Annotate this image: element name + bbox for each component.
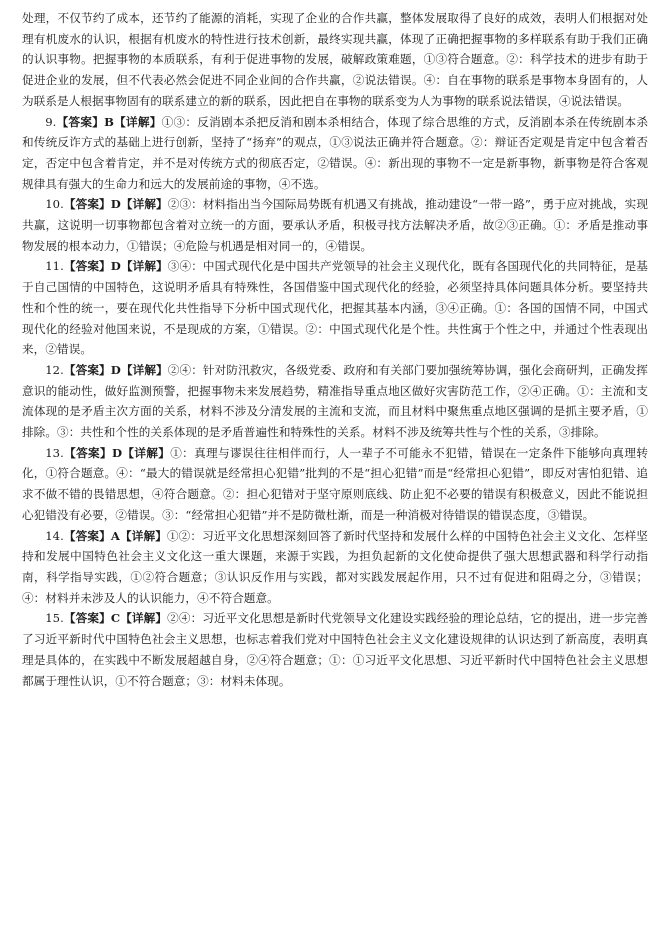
detail-tag: 【详解】 — [113, 114, 162, 129]
paragraph-text: ①②：习近平文化思想深刻回答了新时代坚持和发展什么样的中国特色社会主义文化、怎样坚持和发展中国特色社会主义文化这一重大课题，来源于实践，为担负起新的文化使命提供了强大思想武器和科学行动指南，科学指导实践，①②符合题意；③认识反作用与实践，都对实践发展起作用，只不过有促进和阻碍之分，③错误；④：材料并未涉及人的认识能力，④不符合题意。 — [22, 528, 648, 605]
answer-10 — [22, 194, 648, 256]
answer-tag: 【答案】C — [63, 611, 121, 626]
paragraph-text: 处理，不仅节约了成本，还节约了能源的消耗，实现了企业的合作共赢，整体发展取得了良好的成效，表明人们根据对处理有机废水的认识，根据有机废水的特性进行技术创新，最终实现共赢，体现了正确把握事物的多样联系有助于我们正确的认识事物。把握事物的本质联系，有利于促进事物的发展，破解政策难题，①③符合题意。②：科学技术的进步有助于促进企业的发展，但不代表必然会促进不同企业间的合作共赢，②说法错误。④：自在事物的联系是事物本身固有的，人为联系是人根据事物固有的联系建立的新的联系，因此把自在事物的联系变为人为事物的联系说法错误，④说法错误。 — [22, 11, 648, 108]
answer-tag: 【答案】D — [63, 362, 121, 377]
detail-tag: 【详解】 — [122, 445, 171, 460]
paragraph-text: ②④：针对防汛救灾，各级党委、政府和有关部门要加强统筹协调，强化会商研判，正确发挥意识的能动性，做好监测预警，把握事物未来发展趋势，精准指导重点地区做好灾害防范工作，②④正确。①：主流和支流体现的是矛盾主次方面的关系，材料不涉及分清发展的主流和支流，而且材料中聚焦重点地区强调的是抓主要矛盾，①排除。③：共性和个性的关系体现的是矛盾普遍性和特殊性的关系。材料不涉及统筹共性与个性的关系，③排除。 — [22, 362, 648, 440]
detail-tag: 【详解】 — [120, 197, 168, 212]
paragraph-text: ②④：习近平文化思想是新时代党领导文化建设实践经验的理论总结，它的提出，进一步完善了习近平新时代中国特色社会主义思想，也标志着我们党对中国特色社会主义文化建设规律的认识达到了新高度，表明真理是具体的，在实践中不断发展超越自身，②④符合题意；①：①习近平文化思想、习近平新时代中国特色社会主义思想都属于理性认识，①不符合题意；③：材料未体现。 — [22, 611, 648, 688]
question-number: 15. — [45, 611, 64, 626]
question-number: 12. — [45, 362, 64, 377]
answer-12 — [22, 360, 648, 443]
answer-11 — [22, 256, 648, 360]
detail-tag: 【详解】 — [120, 362, 168, 377]
detail-tag: 【详解】 — [120, 611, 168, 626]
answer-15 — [22, 608, 648, 691]
answer-tag: 【答案】A — [63, 528, 120, 543]
paragraph-text: ①③：反消剧本杀把反消和剧本杀相结合，体现了综合思维的方式，反消剧本杀在传统剧本杀和传统反诈方式的基础上进行创新，坚持了“扬弃”的观点，①③说法正确并符合题意。②：辩证否定观是肯定中包含着否定，否定中包含着肯定，并不是对传统方式的彻底否定，②错误。④：新出现的事物不一定是新事物，新事物是符合客观规律具有强大的生命力和远大的发展前途的事物，④不选。 — [22, 114, 648, 191]
question-number: 14. — [45, 528, 64, 543]
question-number: 10. — [45, 197, 64, 212]
paragraph-text: ①：真理与谬误往往相伴而行，人一辈子不可能永不犯错，错误在一定条件下能够向真理转化，①符合题意。④：“最大的错误就是经常担心犯错”批判的不是“担心犯错”而是“经常担心犯错”，即反对害怕犯错、追求不做不错的畏错思想，④符合题意。②：担心犯错对于坚守原则底线、防止犯不必要的错误有积极意义，因此不能说担心犯错没有必要，②错误。③：“经常担心犯错”并不是防微杜渐，而是一种消极对待错误的错误态度，③错误。 — [22, 445, 649, 522]
question-number: 13. — [45, 445, 64, 460]
question-number: 9. — [45, 114, 57, 129]
detail-tag: 【详解】 — [120, 259, 168, 274]
answer-13 — [22, 443, 648, 526]
paragraph-text: ②③：材料指出当今国际局势既有机遇又有挑战，推动建设“一带一路”，勇于应对挑战，实现共赢，这说明一切事物都包含着对立统一的方面，要承认矛盾，积极寻找方法解决矛盾，故②③正确。①：矛盾是推动事物发展的根本动力，①错误；④危险与机遇是相对同一的，④错误。 — [22, 197, 648, 253]
answer-tag: 【答案】B — [56, 114, 114, 129]
answer-14 — [22, 526, 648, 609]
answer-tag: 【答案】D — [63, 259, 121, 274]
detail-tag: 【详解】 — [119, 528, 167, 543]
answer-tag: 【答案】D — [63, 445, 123, 460]
answer-tag: 【答案】D — [63, 197, 121, 212]
question-number: 11. — [45, 259, 64, 274]
paragraph-text: ③④：中国式现代化是中国共产党领导的社会主义现代化，既有各国现代化的共同特征，是基于自己国情的中国特色，这说明矛盾具有特殊性，各国借鉴中国式现代化的经验，必须坚持具体问题具体分析。要坚持共性和个性的统一，要在现代化共性指导下分析中国式现代化，把握其基本内涵，③④正确。①：各国的国情不同，中国式现代化的经验对他国来说，不是现成的方案，①错误。②：中国式现代化是个性。共性寓于个性之中，并通过个性表现出来，②错误。 — [22, 259, 648, 357]
paragraph-8-continued — [22, 8, 648, 112]
answer-9 — [22, 112, 648, 195]
